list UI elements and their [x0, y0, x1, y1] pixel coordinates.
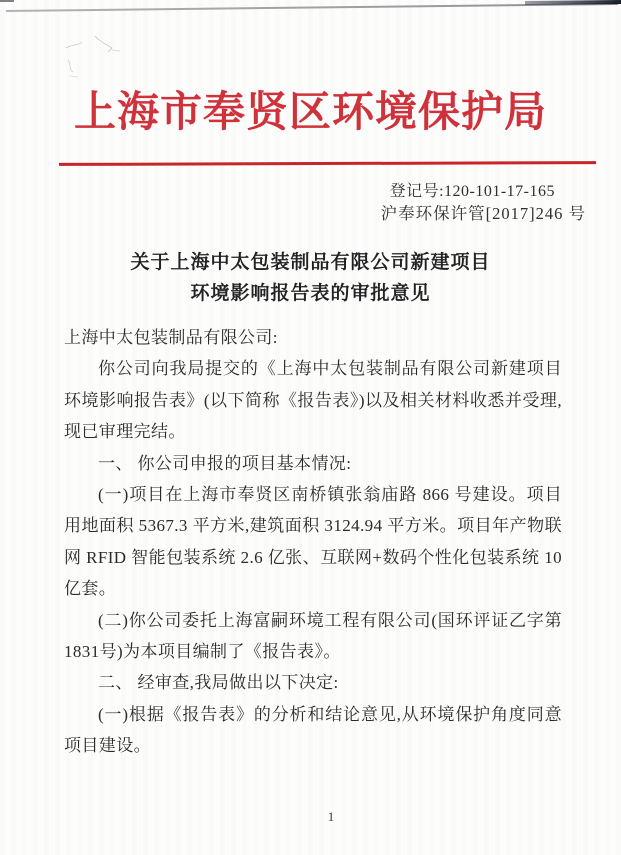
- pencil-scribble: [48, 26, 158, 84]
- salutation: 上海中太包装制品有限公司:: [64, 328, 278, 347]
- paragraph-section-2: 二、 经审查,我局做出以下决定:: [98, 673, 339, 693]
- document-title: [0, 247, 621, 309]
- paragraph-approval: (一)根据《报告表》的分析和结论意见,从环境保护角度同意项目建设。: [64, 704, 562, 756]
- scanner-corner-mark: [0, 0, 14, 2]
- document-body: [64, 322, 562, 762]
- page-number: 1: [327, 809, 335, 824]
- document-title-line1: 关于上海中太包装制品有限公司新建项目: [130, 252, 491, 273]
- registration-number: 登记号:120-101-17-165: [389, 183, 555, 200]
- letterhead-rule: [59, 161, 596, 166]
- paragraph-receipt: 你公司向我局提交的《上海中太包装制品有限公司新建项目环境影响报告表》(以下简称《报告表》)以及相关材料收悉并受理,现已审理完结。: [64, 359, 562, 442]
- agency-letterhead-title: 上海市奉贤区环境保护局: [73, 90, 547, 136]
- document-number: 沪奉环保许管[2017]246 号: [380, 204, 586, 223]
- paragraph-section-1: 一、 你公司申报的项目基本情况:: [98, 453, 352, 473]
- paragraph-consultant: (二)你公司委托上海富嗣环境工程有限公司(国环评证乙字第1831号)为本项目编制了《报告表》。: [64, 610, 562, 662]
- paragraph-project-basics: (一)项目在上海市奉贤区南桥镇张翁庙路 866 号建设。项目用地面积 5367.3 平方米,建筑面积 3124.94 平方米。项目年产物联网 RFID 智能包装系统 2.6 亿张、互联网+数码个性化包装系统 10 亿套。: [64, 485, 562, 599]
- document-title-line2: 环境影响报告表的审批意见: [190, 283, 431, 304]
